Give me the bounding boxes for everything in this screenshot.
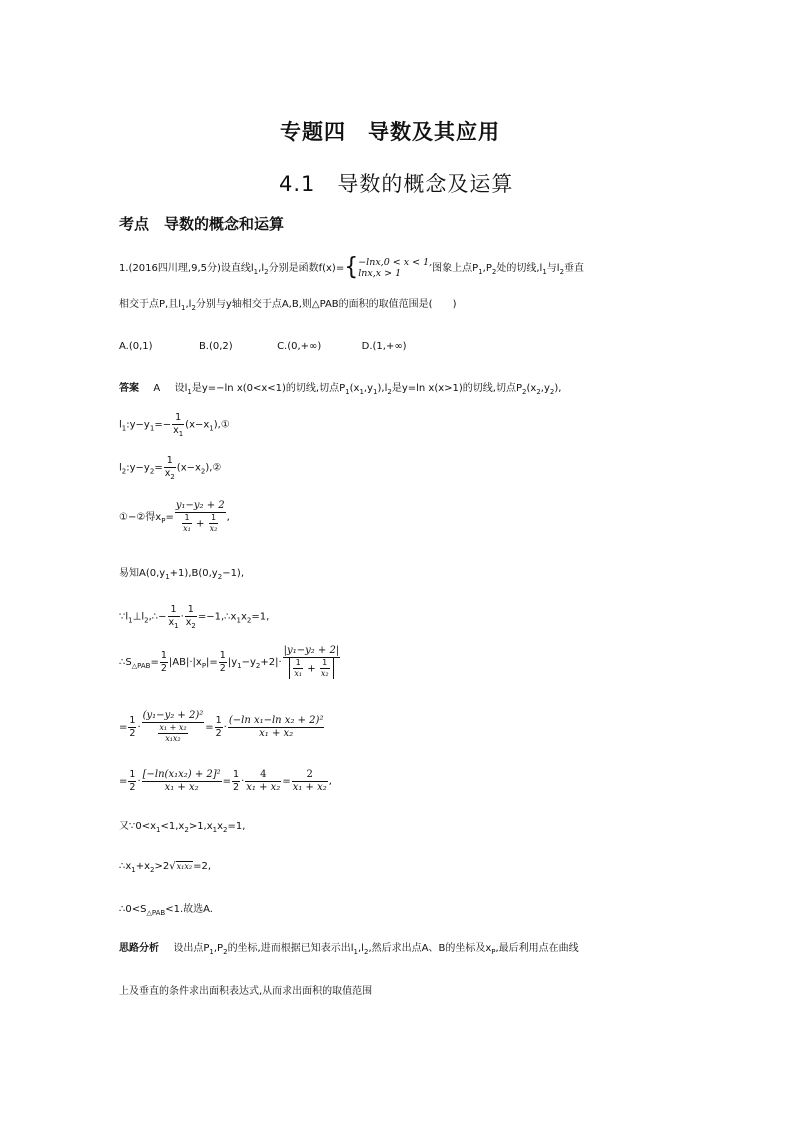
domain-condition: 又$\because 0<x_1<1,x_2>1,x_1x_2=1$, [119, 821, 246, 834]
problem-line-2: 相交于点P,且$l_1,l_2$分别与y轴相交于点A,B,则△PAB的面积的取值范围是( ) [119, 299, 457, 312]
fraction: $\frac{1}{x_2}$ [164, 455, 175, 481]
answer-choice: A [153, 383, 161, 394]
tangent-l2-equation: $l_2:y-y_2=$ $\frac{1}{x_2}$ $(x-x_2),②$ [119, 455, 222, 481]
option-a[interactable]: A.(0,1) [119, 341, 153, 352]
area-expression-3: = $\frac{1}{2}$ · $\frac{\text{[−ln(x₁x₂) + 2]²}}{\text{x₁ + x₂}}$ = $\frac{1}{2}$ · $\frac{4}{\text{x₁ + x₂}}$ = $\frac{2}{\text{x₁ + x₂}}$ , [119, 768, 332, 793]
option-c[interactable]: C.(0,+∞) [277, 341, 322, 352]
section-heading: 考点 导数的概念和运算 [119, 215, 285, 233]
fraction: $\frac{1}{x_1}$ [173, 412, 184, 438]
left-brace: { [344, 253, 359, 282]
final-conclusion: $\therefore 0<S_{\triangle PAB}<1$.故选A. [119, 904, 213, 917]
answer-label: 答案 [119, 383, 139, 394]
fraction: y₁−y₂ + 2 $\frac{1}{\text{x₁}}$ + $\frac{1}{\text{x₂}}$ [175, 500, 225, 533]
option-b[interactable]: B.(0,2) [198, 341, 233, 352]
square-root: √x₁x₂ [169, 861, 193, 872]
analysis-label: 思路分析 [119, 943, 159, 954]
xp-derivation: ①−②得$x_P=$ y₁−y₂ + 2 $\frac{1}{\text{x₁}}$ + $\frac{1}{\text{x₂}}$ , [119, 500, 230, 533]
page-subtitle: 4.1 导数的概念及运算 [279, 172, 514, 196]
perpendicular-condition: $\because l_1\perp l_2,\therefore-$ $\frac{1}{x_1}$ · $\frac{1}{x_2}$ $=-1,\therefore x_1x_2=1$, [119, 604, 270, 630]
analysis-line-1: 思路分析 设出点$P_1,P_2$的坐标,进而根据已知表示出$l_1,l_2$,然后求出点A、B的坐标及$x_P$,最后利用点在曲线 [119, 943, 579, 956]
problem-line-1: 1.(2016四川理,9,5分)设直线$l_1,l_2$分别是函数f(x)={ −lnx,0 < x < 1, lnx,x > 1 图象上点$P_1,P_2$处的切线$,l_1$与$l_2$垂直 [119, 253, 585, 282]
analysis-line-2: 上及垂直的条件求出面积表达式,从而求出面积的取值范围 [119, 986, 373, 997]
problem-source: (2016四川理,9,5分) [128, 263, 221, 274]
area-expression-1: $\therefore S_{\triangle PAB}=$ $\frac{1}{2}$ $|AB|\cdot|x_P|=$ $\frac{1}{2}$ $|y_1-y_2+2|\cdot$ |y₁−y₂ + 2| $\frac{1}{\text{x₁}}$ + $\frac{1}{\text{x₂}}$ [119, 645, 340, 678]
area-expression-2: = $\frac{1}{2}$ · $\frac{\text{(y₁−y₂ + 2)²}}{\frac{\text{x₁ + x₂}}{\text{x₁x₂}}}$ = $\frac{1}{2}$ · $\frac{\text{(−ln x₁−ln x₂ + 2)²}}{\text{x₁ + x₂}}$ [119, 710, 324, 743]
problem-number: 1. [119, 263, 129, 274]
options-row [119, 340, 407, 354]
page-title: 专题四 导数及其应用 [280, 120, 500, 144]
option-d[interactable]: D.(1,+∞) [361, 341, 407, 352]
answer-line: 答案 A 设$l_1$是y=−ln x(0<x<1)的切线,切点$P_1(x_1,y_1),l_2$是y=ln x(x>1)的切线,切点$P_2(x_2,y_2)$, [119, 383, 562, 396]
piecewise-function: −lnx,0 < x < 1, lnx,x > 1 [358, 257, 433, 279]
tangent-l1-equation: $l_1:y-y_1=-$ $\frac{1}{x_1}$ $(x-x_1),①$ [119, 412, 230, 438]
points-ab: 易知$A(0,y_1+1),B(0,y_2-1)$, [119, 568, 245, 581]
am-gm-inequality: $\therefore x_1+x_2>2√x_1x_2=2$, [119, 861, 211, 874]
